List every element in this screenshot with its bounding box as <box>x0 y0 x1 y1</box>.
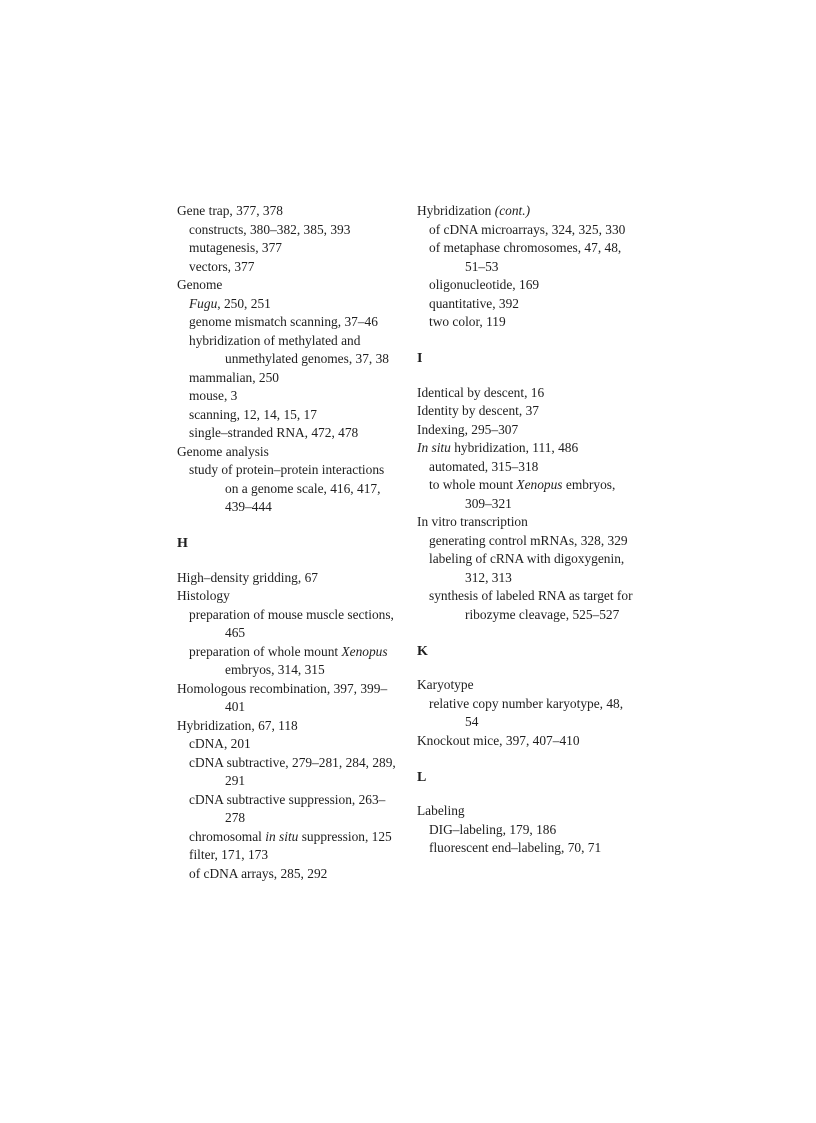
index-subentry <box>417 532 647 551</box>
entry-text: preparation of whole mount <box>189 643 342 659</box>
section-spacer <box>417 661 647 676</box>
entry-text: ribozyme cleavage, 525–527 <box>465 606 620 622</box>
index-continuation <box>417 713 647 732</box>
entry-text: filter, 171, 173 <box>189 847 269 862</box>
index-entry <box>417 421 647 440</box>
entry-text: generating control mRNAs, 328, 329 <box>429 532 628 548</box>
entry-text: synthesis of labeled RNA as target for <box>429 588 633 603</box>
entry-text: 465 <box>225 625 246 640</box>
index-entry <box>177 717 407 736</box>
entry-text: constructs, 380–382, 385, 393 <box>189 221 351 237</box>
index-subentry <box>417 313 647 332</box>
entry-text: Karyotype <box>417 677 474 692</box>
section-spacer <box>177 554 407 569</box>
section-letter-heading: L <box>417 769 427 785</box>
index-subentry <box>417 550 647 569</box>
entry-text: In vitro transcription <box>417 514 528 529</box>
entry-text: two color, 119 <box>429 314 506 329</box>
index-subentry <box>177 846 407 865</box>
index-subentry <box>177 332 407 351</box>
index-subentry <box>177 606 407 625</box>
index-continuation <box>177 350 407 369</box>
index-subentry <box>177 239 407 258</box>
index-continuation <box>177 772 407 791</box>
entry-text: embryos, 314, 315 <box>225 662 325 677</box>
entry-text: fluorescent end–labeling, 70, 71 <box>429 840 602 855</box>
entry-text: on a genome scale, 416, 417, <box>225 480 381 496</box>
entry-text: suppression, 125 <box>298 828 392 844</box>
index-entry <box>417 384 647 403</box>
index-entry <box>177 587 407 606</box>
index-subentry <box>417 295 647 314</box>
entry-text: vectors, 377 <box>189 258 255 274</box>
index-continuation <box>177 661 407 680</box>
entry-text: study of protein–protein interactions <box>189 462 385 477</box>
index-subentry <box>417 695 647 714</box>
entry-text: Knockout mice, 397, 407–410 <box>417 732 580 748</box>
section-spacer <box>177 517 407 536</box>
entry-text: embryos, <box>562 477 616 492</box>
index-continuation <box>177 698 407 717</box>
entry-text: genome mismatch scanning, 37–46 <box>189 314 378 329</box>
index-subentry <box>177 221 407 240</box>
entry-text: hybridization of methylated and <box>189 332 361 348</box>
entry-text: scanning, 12, 14, 15, 17 <box>189 406 317 422</box>
entry-text: of cDNA microarrays, 324, 325, 330 <box>429 221 626 237</box>
section-letter-heading: K <box>417 643 428 659</box>
entry-text: labeling of cRNA with digoxygenin, <box>429 551 625 566</box>
entry-text: cDNA, 201 <box>189 736 251 751</box>
index-entry <box>417 676 647 695</box>
index-subentry <box>177 754 407 773</box>
index-subentry <box>417 221 647 240</box>
entry-text: single–stranded RNA, 472, 478 <box>189 425 359 440</box>
index-entry <box>177 443 407 462</box>
entry-text: 291 <box>225 773 246 788</box>
entry-text: Labeling <box>417 803 465 818</box>
section-letter-heading: H <box>177 536 188 551</box>
entry-text: oligonucleotide, 169 <box>429 277 540 292</box>
section-spacer <box>417 787 647 802</box>
italic-term: In situ <box>417 440 451 455</box>
entry-text: unmethylated genomes, 37, 38 <box>225 351 390 366</box>
italic-term: in situ <box>265 828 299 844</box>
index-entry <box>417 402 647 421</box>
entry-text: mouse, 3 <box>189 388 238 403</box>
italic-term: Xenopus <box>341 643 388 659</box>
index-subentry <box>177 424 407 443</box>
index-subentry <box>417 587 647 606</box>
section-spacer <box>417 369 647 384</box>
index-subentry <box>177 865 407 884</box>
italic-term: Fugu <box>189 295 218 311</box>
entry-text: cDNA subtractive suppression, 263– <box>189 791 386 807</box>
entry-text: 401 <box>225 699 246 714</box>
index-entry <box>177 680 407 699</box>
index-continuation <box>417 569 647 588</box>
entry-text: DIG–labeling, 179, 186 <box>429 821 557 837</box>
index-column-right <box>417 202 647 858</box>
index-continuation <box>417 495 647 514</box>
index-continuation <box>177 498 407 517</box>
entry-text: mammalian, 250 <box>189 369 279 385</box>
entry-text: 309–321 <box>465 495 512 511</box>
entry-text: Gene trap, 377, 378 <box>177 203 283 218</box>
index-subentry <box>177 791 407 810</box>
index-entry <box>417 513 647 532</box>
entry-text: preparation of mouse muscle sections, <box>189 606 394 622</box>
entry-text: Hybridization <box>417 203 495 218</box>
section-spacer <box>417 750 647 769</box>
index-entry <box>417 202 647 221</box>
entry-text: hybridization, 111, 486 <box>450 440 579 455</box>
entry-text: of metaphase chromosomes, 47, 48, <box>429 240 622 255</box>
entry-text: of cDNA arrays, 285, 292 <box>189 865 328 881</box>
section-letter-heading: I <box>417 351 423 366</box>
index-subentry <box>417 821 647 840</box>
entry-text: 278 <box>225 810 246 825</box>
entry-text: Identical by descent, 16 <box>417 384 545 400</box>
entry-text: 439–444 <box>225 499 272 514</box>
entry-text: High–density gridding, 67 <box>177 569 318 585</box>
entry-text: cDNA subtractive, 279–281, 284, 289, <box>189 754 396 770</box>
italic-term: Xenopus <box>516 477 563 492</box>
index-subentry <box>177 313 407 332</box>
entry-text: automated, 315–318 <box>429 458 539 474</box>
index-subentry <box>177 828 407 847</box>
entry-text: relative copy number karyotype, 48, <box>429 695 624 711</box>
entry-text: Identity by descent, 37 <box>417 403 539 418</box>
entry-text: Hybridization, 67, 118 <box>177 717 298 733</box>
index-entry <box>417 732 647 751</box>
entry-text: Indexing, 295–307 <box>417 421 519 437</box>
index-subentry <box>177 406 407 425</box>
entry-text: 312, 313 <box>465 569 512 585</box>
index-column-left <box>177 202 407 883</box>
entry-text: Genome <box>177 277 223 292</box>
index-subentry <box>417 239 647 258</box>
index-entry <box>177 276 407 295</box>
entry-text: , 250, 251 <box>217 295 271 311</box>
entry-text: Homologous recombination, 397, 399– <box>177 680 388 696</box>
index-subentry <box>417 839 647 858</box>
index-continuation <box>177 809 407 828</box>
index-subentry <box>177 258 407 277</box>
entry-text: quantitative, 392 <box>429 295 519 311</box>
entry-text: to whole mount <box>429 477 517 492</box>
index-subentry <box>177 295 407 314</box>
index-subentry <box>177 461 407 480</box>
index-subentry <box>177 369 407 388</box>
index-subentry <box>177 387 407 406</box>
index-entry <box>177 569 407 588</box>
index-subentry <box>177 735 407 754</box>
entry-text: mutagenesis, 377 <box>189 240 282 255</box>
entry-text: 51–53 <box>465 258 499 274</box>
index-continuation <box>177 624 407 643</box>
index-subentry <box>417 276 647 295</box>
index-continuation <box>417 258 647 277</box>
index-subentry <box>177 643 407 662</box>
italic-term: (cont.) <box>494 203 531 218</box>
index-subentry <box>417 458 647 477</box>
entry-text: Histology <box>177 588 230 603</box>
index-continuation <box>417 606 647 625</box>
entry-text: Genome analysis <box>177 443 269 459</box>
entry-text: chromosomal <box>189 828 266 844</box>
index-continuation <box>177 480 407 499</box>
index-entry <box>417 802 647 821</box>
index-entry <box>177 202 407 221</box>
index-subentry <box>417 476 647 495</box>
index-entry <box>417 439 647 458</box>
entry-text: 54 <box>465 714 479 729</box>
section-spacer <box>417 624 647 643</box>
section-spacer <box>417 332 647 351</box>
